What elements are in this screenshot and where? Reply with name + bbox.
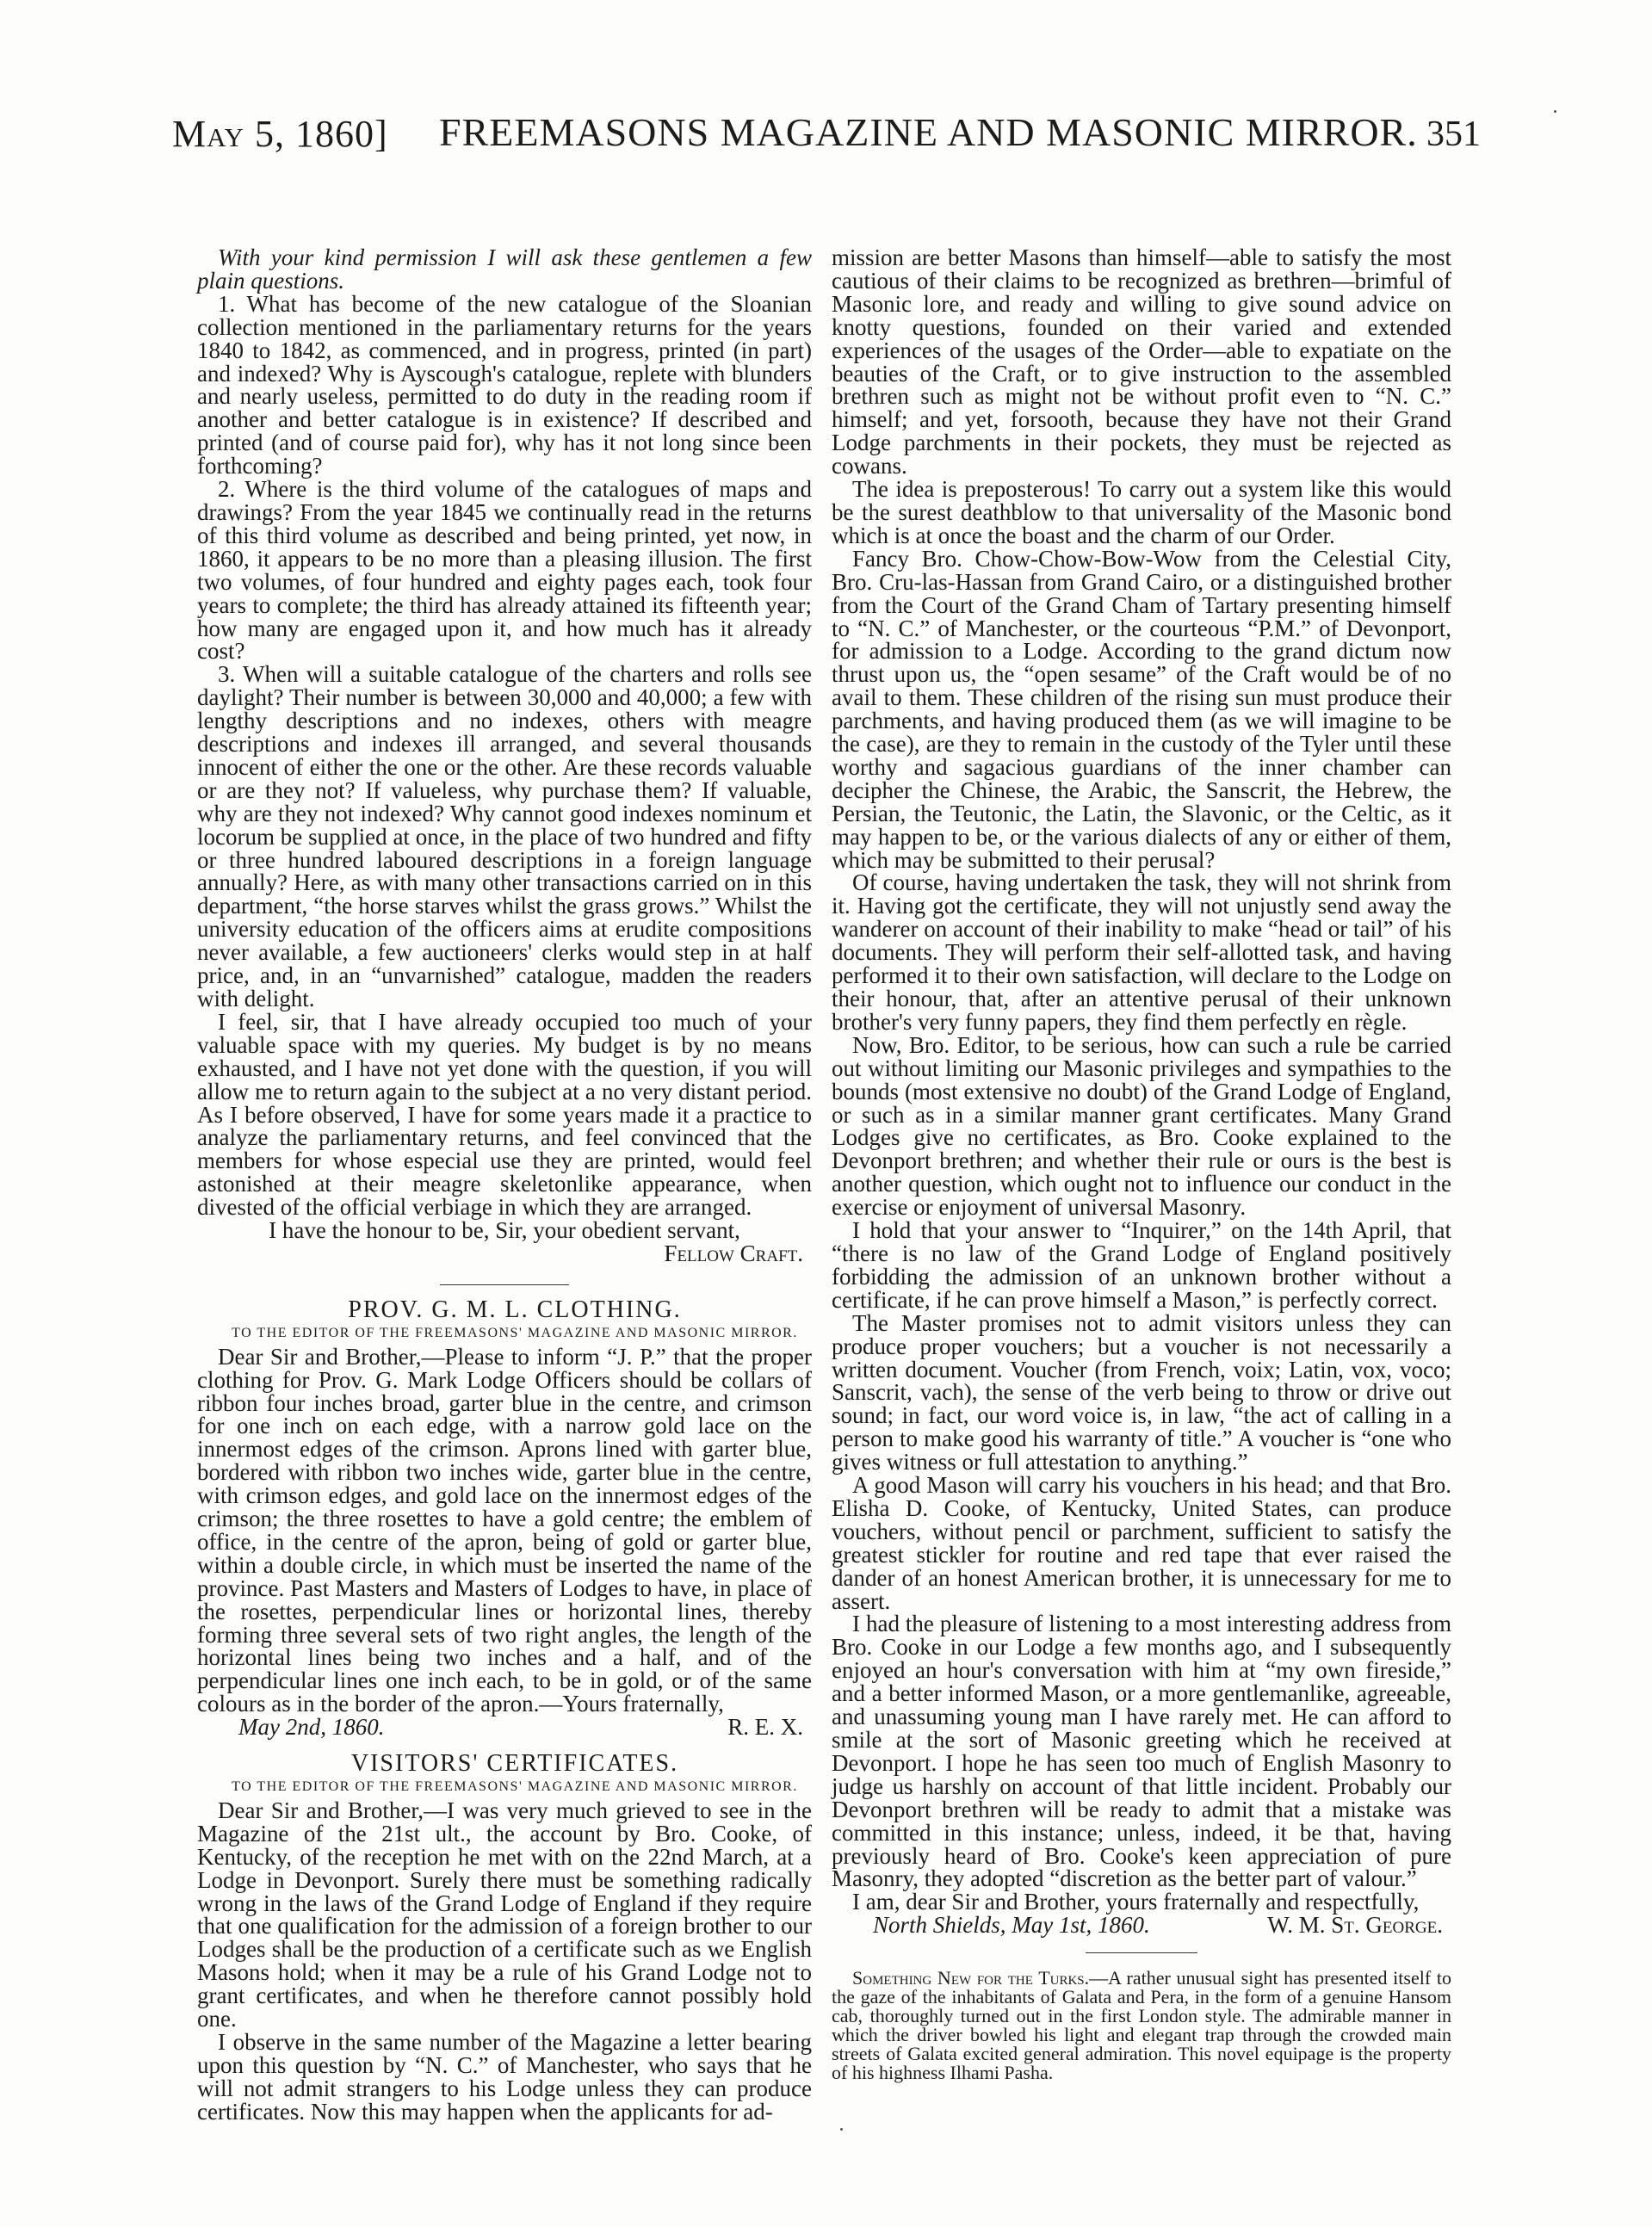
section-divider [1086, 1952, 1197, 1953]
body-paragraph: Of course, having undertaken the task, they will not shrink from it. Having got the certificate, they will not unjustly send away the wanderer on account of their inability to make “head or tail” of his documents. They will perform their self-allotted task, and having performed it to their own satisfaction, will declare to the Lodge on their honour, that, after an attentive perusal of their unknown brother's very funny papers, they find them perfectly en règle. [832, 869, 1451, 1035]
body-paragraph: Fancy Bro. Chow-Chow-Bow-Wow from the Celestial City, Bro. Cru-las-Hassan from Grand Cairo, or a distinguished brother from the Court of the Grand Cham of Tartary presenting himself to “N. C.” of Manchester, or the courteous “P.M.” of Devonport, for admission to a Lodge. According to the grand dictum now thrust upon us, the “open sesame” of the Craft would be of no avail to them. These children of the rising sun must produce their parchments, and having produced them (as we will imagine to be the case), are they to remain in the custody of the Tyler until these worthy and sagacious guardians of the inner chamber can decipher the Chinese, the Arabic, the Sanscrit, the Hebrew, the Persian, the Teutonic, the Latin, the Slavonic, or the Celtic, as it may happen to be, or the various dialects of any or either of them, which may be submitted to their perusal? [832, 545, 1451, 873]
question-2: 2. Where is the third volume of the catalogues of maps and drawings? From the year 1845 we continually read in the returns of this third volume as described and being printed, yet now, in 1860, it appears to be no more than a pleasing illusion. The first two volumes, of four hundred and eighty pages each, took four years to complete; the third has already attained its fifteenth year; how many are engaged upon it, and how much has it already cost? [197, 476, 812, 665]
section-title-certificates: VISITORS' CERTIFICATES. [350, 1750, 679, 1778]
page-number: 351 [1426, 114, 1481, 154]
print-speck [840, 2128, 843, 2131]
signature-st-george: W. M. St. George. [1267, 1912, 1443, 1939]
publication-title: FREEMASONS MAGAZINE AND MASONIC MIRROR. [439, 110, 1418, 154]
question-3: 3. When will a suitable catalogue of the charters and rolls see daylight? Their number is between 30,000 and 40,000; a few with lengthy descriptions and no indexes, others with meagre descriptions and indexes ill arranged, and several thousands innocent of either the one or the other. Are these records valuable or are they not? If valueless, why purchase them? If valuable, why are they not indexed? Why cannot good indexes nominum et locorum be supplied at once, in the place of two hundred and fifty or three hundred laboured descriptions in a foreign language annually? Here, as with many other transactions carried on in this department, “the horse starves whilst the grass grows.” Whilst the university education of the officers aims at erudite compositions never available, a few auctioneers' clerks would step in at half price, and, in an “unvarnished” catalogue, madden the readers with delight. [197, 661, 812, 1011]
news-note-heading: Something New for the Turks. [852, 1967, 1090, 1989]
running-header [172, 108, 1481, 159]
body-paragraph: I hold that your answer to “Inquirer,” on the 14th April, that “there is no law of the Grand Lodge of England positively forbidding the admission of an unknown brother without a certificate, if he can prove himself a Mason,” is perfectly correct. [832, 1217, 1451, 1313]
section-addressee: TO THE EDITOR OF THE FREEMASONS' MAGAZINE AND MASONIC MIRROR. [232, 1325, 798, 1340]
question-1: 1. What has become of the new catalogue of the Sloanian collection mentioned in the parliamentary returns for the years 1840 to 1842, as commenced, and in progress, printed (in part) and indexed? Why is Ayscough's catalogue, replete with blunders and nearly useless, permitted to do duty in the reading room if another and better catalogue is in existence? If described and printed (and of course paid for), why has it not long since been forthcoming? [197, 290, 812, 479]
clothing-letter-signature: R. E. X. [727, 1714, 803, 1741]
letter-intro: With your kind permission I will ask these gentlemen a few plain questions. [197, 244, 812, 294]
right-column [832, 246, 1451, 2082]
clothing-letter-footer [197, 1716, 812, 1739]
closing-paragraph: I feel, sir, that I have already occupied too much of your valuable space with my queries. My budget is by no means exhausted, and I have not yet done with the question, if you will allow me to return again to the subject at a no very distant period. As I before observed, I have for some years made it a practice to analyze the parliamentary returns, and feel convinced that the members for whose especial use they are printed, would feel astonished at their meagre skeletonlike appearance, when divested of the official verbiage in which they are arranged. [197, 1008, 812, 1221]
letter-footer [832, 1914, 1451, 1937]
place-date: North Shields, May 1st, 1860. [873, 1912, 1150, 1939]
clothing-letter-body: Dear Sir and Brother,—Please to inform “J. P.” that the proper clothing for Prov. G. Mark Lodge Officers should be collars of ribbon four inches broad, garter blue in the centre, and crimson for one inch on each edge, with a narrow gold lace on the innermost edges of the crimson. Aprons lined with garter blue, bordered with ribbon two inches wide, garter blue in the centre, with crimson edges, and gold lace on the innermost edges of the crimson; the three rosettes to have a gold centre; the emblem of office, in the centre of the apron, being of gold or garter blue, within a double circle, in which must be inserted the name of the province. Past Masters and Masters of Lodges to have, in place of the rosettes, perpendicular lines or horizontal lines, thereby forming three several sets of two right angles, the length of the horizontal lines being two inches and a half, and of the perpendicular lines one inch each, to be in gold, or of the same colours as in the border of the apron.—Yours fraternally, [197, 1343, 812, 1717]
news-note-body: —A rather unusual sight has presented itself to the gaze of the inhabitants of Galata and Pera, in the form of a genuine Hansom cab, thoroughly turned out in the first London style. The admirable manner in which the driver bowled his light and elegant trap through the crowded main streets of Galata excited general admiration. This novel equipage is the property of his highness Ilhami Pasha. [832, 1967, 1451, 2084]
signature-fellow-craft: Fellow Craft. [664, 1240, 803, 1266]
section-addressee: TO THE EDITOR OF THE FREEMASONS' MAGAZINE AND MASONIC MIRROR. [232, 1779, 798, 1794]
section-divider [440, 1284, 569, 1285]
body-paragraph: A good Mason will carry his vouchers in his head; and that Bro. Elisha D. Cooke, of Kentucky, United States, can produce vouchers, without pencil or parchment, sufficient to satisfy the greatest stickler for routine and red tape that ever raised the dander of an honest American brother, it is unnecessary for me to assert. [832, 1472, 1451, 1614]
sign-off: I have the honour to be, Sir, your obedient servant, [269, 1217, 740, 1244]
issue-date: May 5, 1860] [172, 113, 388, 155]
body-paragraph: Now, Bro. Editor, to be serious, how can such a rule be carried out without limiting our Masonic privileges and sympathies to the bounds (most extensive no doubt) of the Grand Lodge of England, or such as in a similar manner grant certificates. Many Grand Lodges give no certificates, as Bro. Cooke explained to the Devonport brethren; and whether their rule or ours is the best is another question, which ought not to influence our conduct in the exercise or enjoyment of universal Masonry. [832, 1031, 1451, 1221]
body-paragraph: The Master promises not to admit visitors unless they can produce proper vouchers; but a voucher is not necessarily a written document. Voucher (from French, voix; Latin, vox, voco; Sanscrit, vach), the sense of the verb being to throw or drive out sound; in fact, our word voice is, in law, “the act of calling in a person to make good his warranty of title.” A voucher is “one who gives witness or full attestation to anything.” [832, 1309, 1451, 1475]
left-column [197, 246, 812, 2124]
certificates-letter-p2: I observe in the same number of the Magazine a letter bearing upon this question by “N. C.” of Manchester, who says that he will not admit strangers to his Lodge unless they can produce certificates. Now this may happen when the applicants for ad- [197, 2028, 812, 2125]
letter-closing: I am, dear Sir and Brother, yours fraternally and respectfully, [852, 1889, 1420, 1915]
continuation-paragraph: mission are better Masons than himself—able to satisfy the most cautious of their claims to be recognized as brethren—brimful of Masonic lore, and ready and willing to give sound advice on knotty questions, founded on their varied and extended experiences of the usages of the Order—able to expatiate on the beauties of the Craft, or to give instruction to the assembled brethren such as might not be without profit even to “N. C.” himself; and yet, forsooth, because they have not their Grand Lodge parchments in their pockets, they must be rejected as cowans. [832, 244, 1451, 479]
certificates-letter-p1: Dear Sir and Brother,—I was very much grieved to see in the Magazine of the 21st ult., the account by Bro. Cooke, of Kentucky, of the reception he met with on the 22nd March, at a Lodge in Devonport. Surely there must be something radically wrong in the laws of the Grand Lodge of England if they require that one qualification for the admission of a foreign brother to our Lodges shall be the production of a certificate such as we English Masons hold; when it may be a rule of his Grand Lodge not to grant certificates, and when he therefore cannot possibly hold one. [197, 1797, 812, 2032]
section-title-clothing: PROV. G. M. L. CLOTHING. [348, 1296, 682, 1323]
clothing-letter-date: May 2nd, 1860. [238, 1714, 385, 1741]
news-note [832, 1969, 1451, 2082]
print-speck [1554, 110, 1556, 113]
body-paragraph: I had the pleasure of listening to a most interesting address from Bro. Cooke in our Lodge a few months ago, and I subsequently enjoyed an hour's conversation with him at “my own fireside,” and a better informed Mason, or a more gentlemanlike, agreeable, and unassuming young man I have rarely met. He can afford to smile at the sort of Masonic greeting which he received at Devonport. I hope he has seen too much of English Masonry to judge us harshly on account of that little incident. Probably our Devonport brethren will be ready to admit that a mistake was committed in this instance; unless, indeed, it be that, having previously heard of Bro. Cooke's keen appreciation of pure Masonry, they adopted “discretion as the better part of valour.” [832, 1611, 1451, 1892]
body-paragraph: The idea is preposterous! To carry out a system like this would be the surest deathblow to that universality of the Masonic bond which is at once the boast and the charm of our Order. [832, 476, 1451, 548]
